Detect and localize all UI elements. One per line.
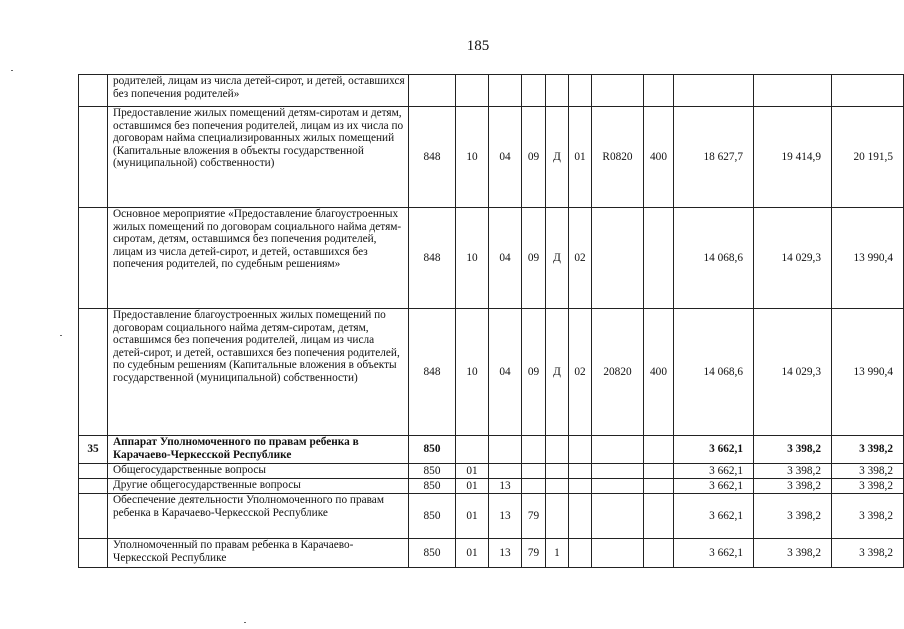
ministry-code-cell: 850 bbox=[409, 464, 456, 479]
expense-type-cell bbox=[644, 75, 674, 107]
ministry-code-cell: 848 bbox=[409, 107, 456, 208]
subprogram-code-cell: Д bbox=[546, 208, 569, 309]
measure-code-cell: 02 bbox=[569, 208, 592, 309]
scan-speck bbox=[11, 70, 13, 71]
ministry-code-cell: 850 bbox=[409, 494, 456, 539]
amount-year1-cell: 14 068,6 bbox=[674, 208, 754, 309]
row-number-cell bbox=[79, 539, 108, 568]
amount-year1-cell: 3 662,1 bbox=[674, 464, 754, 479]
amount-year2-cell: 14 029,3 bbox=[754, 208, 832, 309]
section-code-cell bbox=[456, 75, 489, 107]
budget-table bbox=[78, 74, 904, 568]
subsection-code-cell: 04 bbox=[489, 208, 522, 309]
amount-year1-cell: 3 662,1 bbox=[674, 494, 754, 539]
subsection-code-cell: 13 bbox=[489, 494, 522, 539]
measure-code-cell bbox=[569, 494, 592, 539]
section-code-cell: 01 bbox=[456, 464, 489, 479]
amount-year2-cell: 14 029,3 bbox=[754, 309, 832, 436]
row-number-cell: 35 bbox=[79, 436, 108, 464]
section-code-cell: 10 bbox=[456, 208, 489, 309]
expense-type-cell bbox=[644, 494, 674, 539]
section-code-cell bbox=[456, 436, 489, 464]
program-code-cell bbox=[522, 464, 546, 479]
ministry-code-cell: 848 bbox=[409, 208, 456, 309]
subsection-code-cell: 13 bbox=[489, 479, 522, 494]
subprogram-code-cell: 1 bbox=[546, 539, 569, 568]
table-row bbox=[79, 436, 904, 464]
row-number-cell bbox=[79, 494, 108, 539]
program-code-cell: 09 bbox=[522, 107, 546, 208]
table-row bbox=[79, 539, 904, 568]
measure-code-cell: 02 bbox=[569, 309, 592, 436]
subsection-code-cell: 04 bbox=[489, 107, 522, 208]
direction-code-cell bbox=[592, 436, 644, 464]
item-name-cell: родителей, лицам из числа детей-сирот, и детей, оставшихся без попечения родителей» bbox=[108, 75, 409, 107]
amount-year3-cell bbox=[832, 75, 904, 107]
row-number-cell bbox=[79, 479, 108, 494]
section-code-cell: 01 bbox=[456, 479, 489, 494]
expense-type-cell: 400 bbox=[644, 107, 674, 208]
item-name-cell: Предоставление благоустроенных жилых помещений по договорам социального найма детям-сиротам, детям, оставшимся без попечения родителей, лицам из числа детей-сирот, и детей, оставшихся без попечения родителей, по судебным решениям (Капитальные вложения в объекты государственной (муниципальной) собственности) bbox=[108, 309, 409, 436]
amount-year2-cell: 3 398,2 bbox=[754, 494, 832, 539]
section-code-cell: 10 bbox=[456, 107, 489, 208]
subsection-code-cell bbox=[489, 464, 522, 479]
row-number-cell bbox=[79, 208, 108, 309]
ministry-code-cell: 850 bbox=[409, 539, 456, 568]
section-code-cell: 01 bbox=[456, 494, 489, 539]
amount-year2-cell bbox=[754, 75, 832, 107]
program-code-cell: 09 bbox=[522, 309, 546, 436]
scan-speck bbox=[60, 335, 62, 336]
subprogram-code-cell bbox=[546, 494, 569, 539]
amount-year2-cell: 19 414,9 bbox=[754, 107, 832, 208]
expense-type-cell bbox=[644, 208, 674, 309]
amount-year3-cell: 20 191,5 bbox=[832, 107, 904, 208]
subsection-code-cell: 13 bbox=[489, 539, 522, 568]
table-row bbox=[79, 75, 904, 107]
row-number-cell bbox=[79, 464, 108, 479]
item-name-cell: Уполномоченный по правам ребенка в Карачаево-Черкесской Республике bbox=[108, 539, 409, 568]
row-number-cell bbox=[79, 75, 108, 107]
item-name-cell: Обеспечение деятельности Уполномоченного по правам ребенка в Карачаево-Черкесской Республике bbox=[108, 494, 409, 539]
measure-code-cell bbox=[569, 75, 592, 107]
item-name-cell: Предоставление жилых помещений детям-сиротам и детям, оставшимся без попечения родителей, лицам из их числа по договорам найма специализированных жилых помещений (Капитальные вложения в объекты государственной (муниципальной) собственности) bbox=[108, 107, 409, 208]
program-code-cell bbox=[522, 436, 546, 464]
program-code-cell: 79 bbox=[522, 494, 546, 539]
subprogram-code-cell bbox=[546, 464, 569, 479]
subprogram-code-cell bbox=[546, 75, 569, 107]
amount-year3-cell: 13 990,4 bbox=[832, 208, 904, 309]
item-name-cell: Общегосударственные вопросы bbox=[108, 464, 409, 479]
ministry-code-cell: 850 bbox=[409, 479, 456, 494]
amount-year2-cell: 3 398,2 bbox=[754, 539, 832, 568]
direction-code-cell: R0820 bbox=[592, 107, 644, 208]
item-name-cell: Другие общегосударственные вопросы bbox=[108, 479, 409, 494]
amount-year2-cell: 3 398,2 bbox=[754, 464, 832, 479]
amount-year3-cell: 3 398,2 bbox=[832, 479, 904, 494]
section-code-cell: 10 bbox=[456, 309, 489, 436]
table-row bbox=[79, 479, 904, 494]
measure-code-cell: 01 bbox=[569, 107, 592, 208]
direction-code-cell bbox=[592, 75, 644, 107]
subprogram-code-cell: Д bbox=[546, 107, 569, 208]
subsection-code-cell bbox=[489, 436, 522, 464]
subsection-code-cell: 04 bbox=[489, 309, 522, 436]
program-code-cell: 09 bbox=[522, 208, 546, 309]
direction-code-cell bbox=[592, 494, 644, 539]
direction-code-cell bbox=[592, 464, 644, 479]
amount-year3-cell: 3 398,2 bbox=[832, 539, 904, 568]
amount-year3-cell: 3 398,2 bbox=[832, 436, 904, 464]
direction-code-cell bbox=[592, 479, 644, 494]
direction-code-cell bbox=[592, 539, 644, 568]
expense-type-cell bbox=[644, 479, 674, 494]
program-code-cell bbox=[522, 75, 546, 107]
subprogram-code-cell bbox=[546, 436, 569, 464]
table-row bbox=[79, 494, 904, 539]
scan-speck bbox=[244, 622, 246, 623]
amount-year1-cell: 14 068,6 bbox=[674, 309, 754, 436]
direction-code-cell: 20820 bbox=[592, 309, 644, 436]
program-code-cell bbox=[522, 479, 546, 494]
amount-year3-cell: 3 398,2 bbox=[832, 464, 904, 479]
amount-year2-cell: 3 398,2 bbox=[754, 479, 832, 494]
measure-code-cell bbox=[569, 539, 592, 568]
amount-year1-cell: 3 662,1 bbox=[674, 479, 754, 494]
item-name-cell: Аппарат Уполномоченного по правам ребенка в Карачаево-Черкесской Республике bbox=[108, 436, 409, 464]
ministry-code-cell: 850 bbox=[409, 436, 456, 464]
table-row bbox=[79, 464, 904, 479]
expense-type-cell bbox=[644, 464, 674, 479]
amount-year1-cell: 18 627,7 bbox=[674, 107, 754, 208]
program-code-cell: 79 bbox=[522, 539, 546, 568]
table-row bbox=[79, 309, 904, 436]
table-body bbox=[79, 75, 904, 568]
subprogram-code-cell: Д bbox=[546, 309, 569, 436]
direction-code-cell bbox=[592, 208, 644, 309]
row-number-cell bbox=[79, 107, 108, 208]
amount-year3-cell: 13 990,4 bbox=[832, 309, 904, 436]
item-name-cell: Основное мероприятие «Предоставление благоустроенных жилых помещений по договорам социального найма детям-сиротам, детям, оставшимся без попечения родителей, лицам из числа детей-сирот, и детей, оставшихся без попечения родителей, по судебным решениям» bbox=[108, 208, 409, 309]
table-row bbox=[79, 107, 904, 208]
measure-code-cell bbox=[569, 479, 592, 494]
amount-year1-cell: 3 662,1 bbox=[674, 436, 754, 464]
section-code-cell: 01 bbox=[456, 539, 489, 568]
expense-type-cell bbox=[644, 436, 674, 464]
page-number: 185 bbox=[466, 38, 490, 54]
amount-year1-cell: 3 662,1 bbox=[674, 539, 754, 568]
measure-code-cell bbox=[569, 464, 592, 479]
subsection-code-cell bbox=[489, 75, 522, 107]
amount-year1-cell bbox=[674, 75, 754, 107]
expense-type-cell bbox=[644, 539, 674, 568]
amount-year2-cell: 3 398,2 bbox=[754, 436, 832, 464]
table-row bbox=[79, 208, 904, 309]
row-number-cell bbox=[79, 309, 108, 436]
subprogram-code-cell bbox=[546, 479, 569, 494]
amount-year3-cell: 3 398,2 bbox=[832, 494, 904, 539]
ministry-code-cell bbox=[409, 75, 456, 107]
ministry-code-cell: 848 bbox=[409, 309, 456, 436]
expense-type-cell: 400 bbox=[644, 309, 674, 436]
measure-code-cell bbox=[569, 436, 592, 464]
